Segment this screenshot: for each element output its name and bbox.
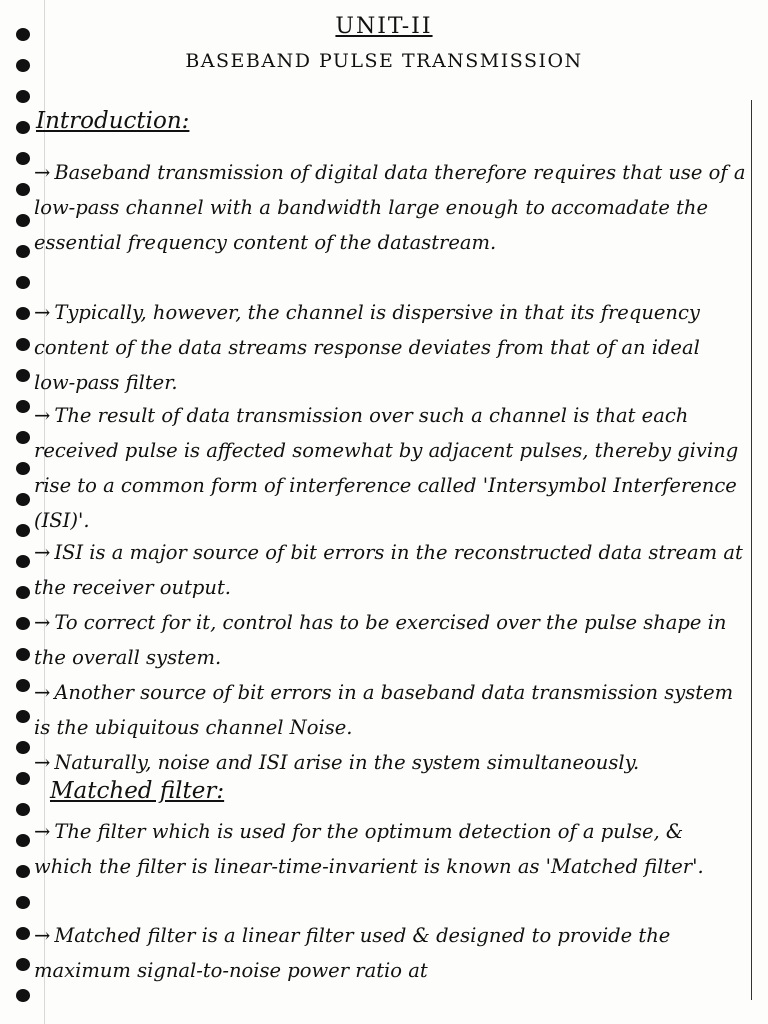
binding-hole	[16, 989, 30, 1002]
binding-hole	[16, 152, 30, 165]
arrow-icon: →	[34, 820, 51, 843]
binding-hole	[16, 90, 30, 103]
binding-hole	[16, 927, 30, 940]
paragraph: → ISI is a major source of bit errors in the reconstructed data stream at the receiver output.	[34, 541, 743, 599]
binding-hole	[16, 462, 30, 475]
section-heading-introduction: Introduction:	[36, 108, 190, 134]
binding-hole	[16, 338, 30, 351]
binding-hole	[16, 214, 30, 227]
binding-hole	[16, 555, 30, 568]
page-title: BASEBAND PULSE TRANSMISSION	[185, 50, 583, 72]
binding-hole	[16, 400, 30, 413]
binding-hole	[16, 896, 30, 909]
binding-hole	[16, 369, 30, 382]
paragraph: → Typically, however, the channel is dispersive in that its frequency content of the data streams response deviates from that of an ideal low-pass filter.	[34, 301, 700, 394]
binding-hole	[16, 679, 30, 692]
arrow-icon: →	[34, 611, 51, 634]
paragraph: → Baseband transmission of digital data therefore requires that use of a low-pass channel with a bandwidth large enough to accomadate the essential frequency content of the datastream.	[34, 161, 746, 254]
section-heading-matched-filter: Matched filter:	[50, 778, 225, 804]
binding-hole	[16, 803, 30, 816]
arrow-icon: →	[34, 301, 51, 324]
right-border-line	[751, 100, 752, 1000]
binding-hole	[16, 586, 30, 599]
arrow-icon: →	[34, 681, 51, 704]
binding-hole	[16, 307, 30, 320]
binding-hole	[16, 245, 30, 258]
binding-hole	[16, 493, 30, 506]
binding-hole	[16, 648, 30, 661]
binding-hole	[16, 431, 30, 444]
binding-hole	[16, 741, 30, 754]
arrow-icon: →	[34, 924, 51, 947]
arrow-icon: →	[34, 404, 51, 427]
binding-hole	[16, 276, 30, 289]
paragraph: → Naturally, noise and ISI arise in the system simultaneously.	[34, 751, 640, 774]
paragraph: → To correct for it, control has to be exercised over the pulse shape in the overall system.	[34, 611, 727, 669]
binding-hole	[16, 834, 30, 847]
arrow-icon: →	[34, 541, 51, 564]
binding-hole	[16, 710, 30, 723]
binding-hole	[16, 958, 30, 971]
paragraph: → The result of data transmission over such a channel is that each received pulse is affected somewhat by adjacent pulses, thereby giving rise to a common form of interference called 'Intersymbol Interference (ISI)'.	[34, 404, 739, 532]
binding-hole	[16, 772, 30, 785]
paragraph: → The filter which is used for the optimum detection of a pulse, & which the filter is linear-time-invarient is known as 'Matched filter'.	[34, 820, 704, 878]
unit-title: UNIT-II	[335, 14, 433, 39]
paragraph: → Matched filter is a linear filter used & designed to provide the maximum signal-to-noise power ratio at	[34, 924, 671, 982]
binding-hole	[16, 524, 30, 537]
paragraph: → Another source of bit errors in a baseband data transmission system is the ubiquitous channel Noise.	[34, 681, 734, 739]
binding-hole	[16, 865, 30, 878]
binding-hole	[16, 617, 30, 630]
arrow-icon: →	[34, 751, 51, 774]
binding-hole	[16, 121, 30, 134]
arrow-icon: →	[34, 161, 51, 184]
binding-hole	[16, 183, 30, 196]
